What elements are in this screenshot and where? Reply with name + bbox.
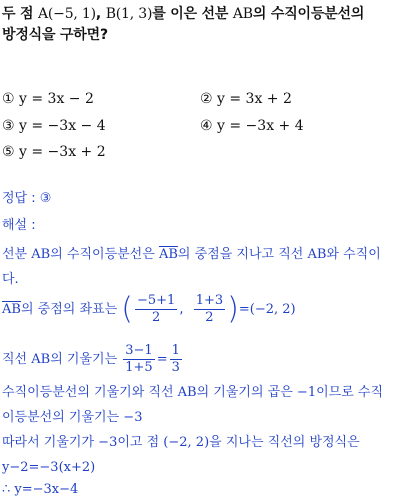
- numerator: 3−1: [125, 343, 153, 358]
- explanation-line-9: ∴ y=−3x−4: [2, 482, 79, 497]
- text: 수직이등분선의 기울기와 직선: [2, 385, 178, 400]
- denominator: 2: [205, 310, 214, 325]
- choice-number: ④: [200, 118, 213, 134]
- choice-4[interactable]: [200, 117, 304, 135]
- explanation-line-6: [2, 409, 142, 427]
- explanation-line-1: [2, 246, 381, 264]
- numerator: 1: [171, 343, 180, 358]
- text: 선분: [2, 247, 32, 262]
- segment-ab: AB: [177, 385, 197, 400]
- value: −3: [123, 410, 143, 425]
- question-text: [2, 4, 396, 46]
- text: 의 수직이등분선은: [50, 247, 159, 262]
- answer-value: ③: [39, 191, 52, 206]
- text: 와 수직이: [326, 247, 381, 262]
- choice-equation: y = 3x − 2: [19, 91, 94, 107]
- question-mid-1: 를 이은 선분: [152, 6, 233, 22]
- segment-ab: AB: [31, 352, 51, 367]
- text: 이등분선의 기울기는: [2, 410, 124, 425]
- choice-1[interactable]: [2, 90, 94, 108]
- fraction-y: [194, 293, 225, 326]
- text: 의 중점을 지나고 직선: [177, 247, 308, 262]
- choice-equation: y = −3x − 4: [19, 118, 106, 134]
- choice-equation: y = 3x + 2: [217, 91, 292, 107]
- value: −1: [296, 385, 317, 400]
- explanation-line-2: 다.: [2, 272, 19, 287]
- text: 의 기울기의 곱은: [196, 385, 297, 400]
- fraction-x: [135, 293, 177, 326]
- text: 직선: [2, 352, 32, 367]
- explanation-line-7: [2, 434, 360, 452]
- text: 따라서 기울기가: [2, 435, 99, 450]
- segment-ab: AB: [232, 6, 253, 22]
- text: 이므로 수직: [316, 385, 384, 400]
- choice-number: ⑤: [2, 144, 15, 160]
- numerator: −5+1: [136, 293, 176, 308]
- question-separator: ,: [95, 6, 106, 22]
- question-line-1: [2, 4, 396, 25]
- equals: =: [156, 352, 168, 367]
- right-paren: ): [227, 291, 239, 327]
- text: 을 지나는 직선의 방정식은: [209, 435, 360, 450]
- text: 의 기울기는: [50, 352, 122, 367]
- left-paren: (: [121, 291, 133, 327]
- fraction-slope-result: [170, 343, 182, 376]
- choice-number: ①: [2, 91, 15, 107]
- point-a: A(−5, 1): [38, 6, 96, 22]
- denominator: 3: [171, 360, 180, 375]
- answer-line: [2, 190, 51, 208]
- point-b: B(1, 3): [105, 6, 153, 22]
- choice-2[interactable]: [200, 90, 292, 108]
- choice-number: ③: [2, 118, 15, 134]
- choice-number: ②: [200, 91, 213, 107]
- midpoint-result: =(−2, 2): [238, 302, 296, 317]
- segment-ab: AB: [307, 247, 327, 262]
- text: 의 중점의 좌표는: [20, 302, 122, 317]
- explanation-line-4: [2, 340, 184, 380]
- value: −3: [98, 435, 118, 450]
- choice-equation: y = −3x + 4: [217, 118, 304, 134]
- answer-label: 정답 :: [2, 191, 40, 206]
- segment-ab: AB: [31, 247, 51, 262]
- denominator: 2: [152, 310, 161, 325]
- fraction-slope: [123, 343, 154, 376]
- comma: ,: [179, 302, 184, 317]
- choice-5[interactable]: [2, 143, 106, 161]
- explanation-line-3: [2, 290, 296, 330]
- choice-equation: y = −3x + 2: [19, 144, 106, 160]
- question-line-2: 방정식을 구하면?: [2, 27, 108, 43]
- explanation-label: 해설 :: [2, 218, 36, 233]
- question-prefix: 두 점: [2, 6, 38, 22]
- choice-3[interactable]: [2, 117, 106, 135]
- denominator: 1+5: [125, 360, 153, 375]
- explanation-line-5: [2, 384, 383, 402]
- numerator: 1+3: [195, 293, 224, 308]
- point: (−2, 2): [163, 435, 210, 450]
- text: 이고 점: [117, 435, 164, 450]
- segment-ab-overline: $\overline{AB}$: [158, 247, 178, 262]
- segment-ab-overline: $\overline{AB}$: [2, 302, 21, 317]
- explanation-line-8: y−2=−3(x+2): [2, 460, 96, 475]
- question-mid-2: 의 수직이등분선의: [252, 6, 365, 22]
